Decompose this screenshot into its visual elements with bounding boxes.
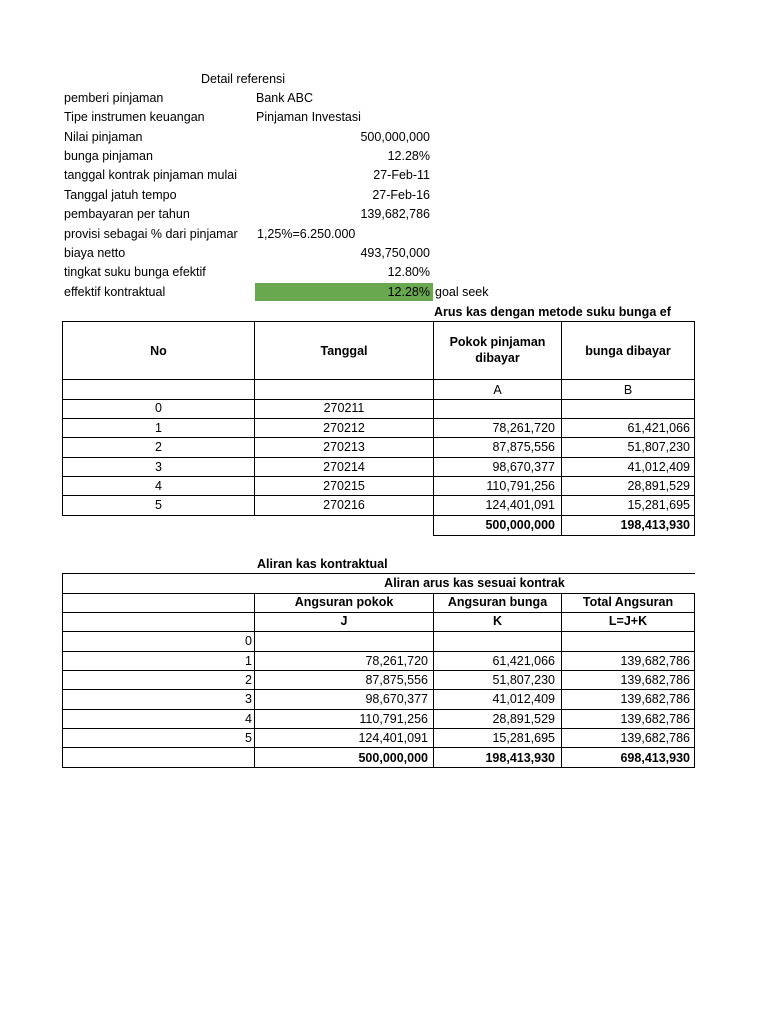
row-tanggal: 270211 [323,401,365,415]
table1-sublabel-b: B [623,383,633,397]
row-bunga: 41,012,409 [492,692,555,706]
row-total: 139,682,786 [620,731,690,745]
detail-value: 27-Feb-16 [372,188,430,202]
table1-header-no: No [150,344,167,358]
details-heading: Detail referensi [201,72,286,86]
row-pokok: 87,875,556 [492,440,555,454]
detail-label: biaya netto [64,246,126,260]
row-pokok: 110,791,256 [486,479,555,493]
table2-sublabel-l: L=J+K [608,614,648,628]
row-pokok: 98,670,377 [365,692,428,706]
detail-value: 493,750,000 [360,246,430,260]
row-no: 1 [245,654,252,668]
row-no: 0 [245,634,252,648]
table1-title: Arus kas dengan metode suku bunga ef [434,305,671,319]
table2-sublabel-j: J [340,614,348,628]
detail-label: provisi sebagai % dari pinjamar [64,227,238,241]
table2-total-total: 698,413,930 [620,751,690,765]
detail-value: 12.28% [387,149,430,163]
detail-value: 12.28% [387,285,430,299]
row-pokok: 87,875,556 [365,673,428,687]
table2-sublabel-k: K [492,614,503,628]
row-bunga: 61,421,066 [627,421,690,435]
detail-value: 1,25%=6.250.000 [257,227,356,241]
row-tanggal: 270215 [323,479,365,493]
detail-label: bunga pinjaman [64,149,153,163]
detail-value: 500,000,000 [360,130,430,144]
row-no: 5 [245,731,252,745]
row-bunga: 28,891,529 [492,712,555,726]
row-bunga: 41,012,409 [627,460,690,474]
row-pokok: 78,261,720 [492,421,555,435]
detail-value: 139,682,786 [360,207,430,221]
row-no: 2 [155,440,162,454]
table1-header-pokok-line2: dibayar [475,351,520,365]
detail-value: Pinjaman Investasi [256,110,361,124]
table2-header-total: Total Angsuran [582,595,674,609]
detail-label: tingkat suku bunga efektif [64,265,206,279]
detail-label: effektif kontraktual [64,285,166,299]
row-no: 3 [155,460,162,474]
row-total: 139,682,786 [620,654,690,668]
table1-total-bunga: 198,413,930 [620,518,690,532]
goal-seek-note: goal seek [435,285,489,299]
row-no: 1 [155,421,162,435]
table2-total-pokok: 500,000,000 [358,751,428,765]
row-pokok: 78,261,720 [365,654,428,668]
row-tanggal: 270214 [323,460,365,474]
table2-title: Aliran kas kontraktual [257,557,388,571]
row-no: 5 [155,498,162,512]
row-total: 139,682,786 [620,692,690,706]
detail-label: pemberi pinjaman [64,91,164,105]
row-bunga: 28,891,529 [627,479,690,493]
row-bunga: 15,281,695 [492,731,555,745]
row-no: 2 [245,673,252,687]
row-no: 3 [245,692,252,706]
row-pokok: 110,791,256 [359,712,428,726]
row-bunga: 51,807,230 [492,673,555,687]
table2-header-pokok: Angsuran pokok [294,595,394,609]
table1-header-tanggal: Tanggal [320,344,368,358]
row-no: 4 [155,479,162,493]
row-tanggal: 270213 [323,440,365,454]
table2-header-bunga: Angsuran bunga [447,595,548,609]
detail-label: tanggal kontrak pinjaman mulai [64,168,238,182]
row-bunga: 61,421,066 [492,654,555,668]
table2-banner: Aliran arus kas sesuai kontrak [384,576,565,590]
detail-value: 27-Feb-11 [373,168,430,182]
row-total: 139,682,786 [620,712,690,726]
detail-label: Nilai pinjaman [64,130,143,144]
table1-sublabel-a: A [493,383,502,397]
table1-header-bunga: bunga dibayar [585,344,671,358]
row-pokok: 124,401,091 [485,498,555,512]
detail-value: 12.80% [387,265,430,279]
row-bunga: 51,807,230 [627,440,690,454]
row-pokok: 98,670,377 [492,460,555,474]
row-no: 4 [245,712,252,726]
row-total: 139,682,786 [620,673,690,687]
detail-label: Tipe instrumen keuangan [64,110,205,124]
row-bunga: 15,281,695 [627,498,690,512]
detail-label: pembayaran per tahun [64,207,190,221]
row-no: 0 [155,401,162,415]
row-tanggal: 270216 [323,498,365,512]
detail-value: Bank ABC [256,91,313,105]
table1-total-pokok: 500,000,000 [485,518,555,532]
row-tanggal: 270212 [323,421,365,435]
detail-label: Tanggal jatuh tempo [64,188,177,202]
row-pokok: 124,401,091 [358,731,428,745]
table1-header-pokok-line1: Pokok pinjaman [449,335,546,349]
table2-total-bunga: 198,413,930 [485,751,555,765]
